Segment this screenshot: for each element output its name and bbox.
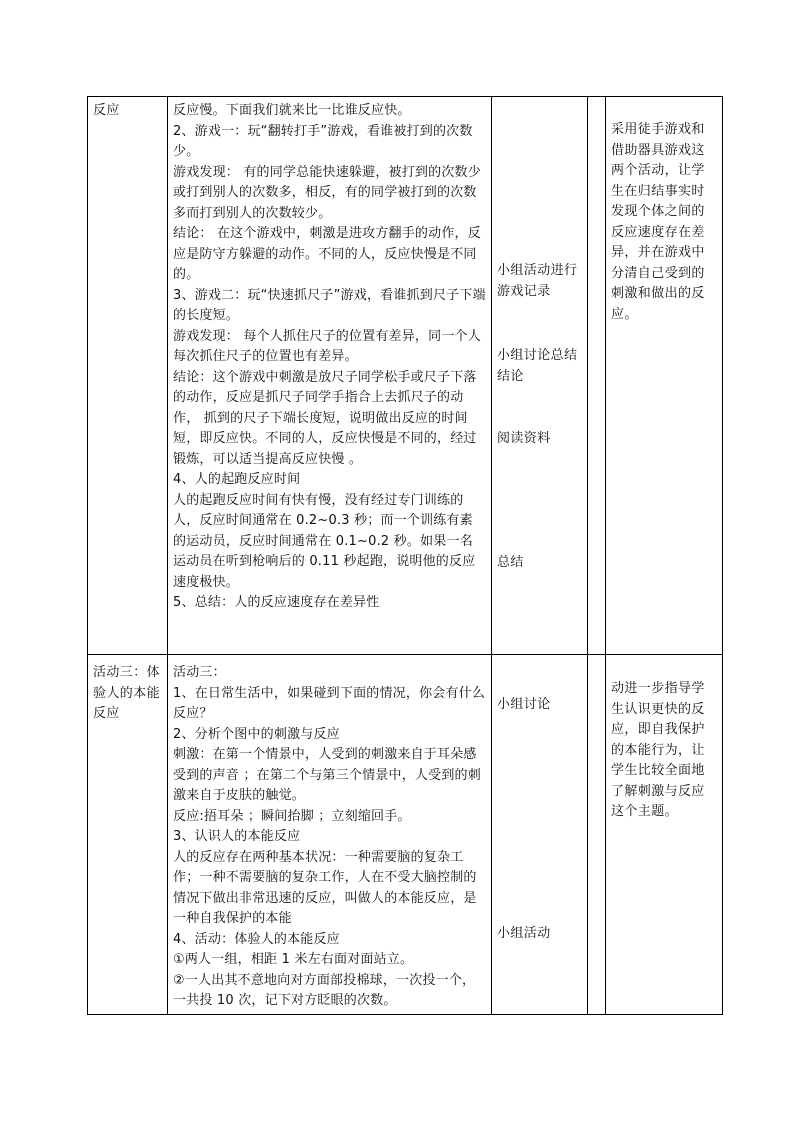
content-paragraph: 1、在日常生活中，如果碰到下面的情况，你会有什么反应？ [173, 685, 486, 721]
content-paragraph: ①两人一组，相距 1 米左右面对面站立。 [173, 952, 414, 967]
content-paragraph: 游戏发现： 有的同学总能快速躲避，被打到的次数少或打到别人的次数多，相反，有的同学被打到的次数多而打到别人的次数较少。 [173, 164, 481, 221]
design-intent-cell [606, 97, 723, 655]
content-paragraph: 结论： 在这个游戏中，刺激是进攻方翻手的动作，反应是防守方躲避的动作。不同的人，反应快慢是不同的。 [173, 226, 481, 282]
student-activity-cell [492, 97, 588, 655]
student-activity: 小组活动 [497, 925, 551, 941]
student-activity: 总结 [497, 554, 524, 570]
content-paragraph: 结论：这个游戏中刺激是放尺子同学松手或尺子下落的动作，反应是抓尺子同学手指合上去抓尺子的动作， 抓到的尺子下端长度短，说明做出反应的时间短，即反应快。不同的人，反应快慢是不同的，经过锻炼，可以适当提高反应快慢 。 [173, 369, 477, 467]
activity-label-cell [88, 655, 168, 1015]
content-paragraph: 游戏发现： 每个人抓住尺子的位置有差异，同一个人每次抓住尺子的位置也有差异。 [173, 328, 481, 364]
spacer-cell [588, 655, 606, 1015]
content-paragraph: 反应:捂耳朵 ；瞬间抬脚 ；立刻缩回手。 [173, 808, 411, 824]
content-paragraph: 4、人的起跑反应时间 [173, 472, 301, 487]
content-paragraph: 刺激：在第一个情景中，人受到的刺激来自于耳朵感受到的声音 ；在第二个与第三个情景中，人受到的刺激来自于皮肤的触觉。 [173, 747, 481, 803]
content-paragraph: 人的起跑反应时间有快有慢，没有经过专门训练的人，反应时间通常在 0.2~0.3 秒；而一个训练有素的运动员，反应时间通常在 0.1~0.2 秒。如果一名运动员在听到枪响后的 0.11 秒起跑，说明他的反应速度极快。 [173, 492, 476, 590]
teaching-content-cell [168, 655, 492, 1015]
design-intent: 动进一步指导学生认识更快的反应，即自我保护的本能行为，让学生比较全面地了解刺激与反应这个主题。 [611, 681, 705, 819]
design-intent: 采用徒手游戏和借助器具游戏这两个活动，让学生在归结事实时发现个体之间的反应速度存在差异，并在游戏中分清自己受到的刺激和做出的反应。 [611, 122, 705, 322]
content-paragraph: 人的反应存在两种基本状况：一种需要脑的复杂工作；一种不需要脑的复杂工作，人在不受大脑控制的情况下做出非常迅速的反应，叫做人的本能反应，是一种自我保护的本能 [173, 849, 477, 926]
activity-label-cell [88, 97, 168, 655]
content-paragraph: 3、游戏二：玩“快速抓尺子”游戏，看谁抓到尺子下端的长度短。 [173, 287, 486, 323]
teaching-content-cell [168, 97, 492, 655]
content-paragraph: 反应慢。下面我们就来比一比谁反应快。 [173, 103, 411, 118]
student-activity-cell [492, 655, 588, 1015]
content-paragraph: 2、分析个图中的刺激与反应 [173, 726, 340, 742]
content-paragraph: 5、总结：人的反应速度存在差异性 [173, 595, 380, 610]
student-activity: 小组讨论 [497, 697, 551, 712]
content-paragraph: 4、活动：体验人的本能反应 [173, 931, 340, 947]
content-paragraph: ②一人出其不意地向对方面部投棉球，一次投一个，一共投 10 次，记下对方眨眼的次数。 [173, 972, 476, 1008]
spacer-cell [588, 97, 606, 655]
table-row [88, 97, 723, 655]
content-paragraph: 活动三： [173, 665, 226, 680]
activity-label: 反应 [93, 103, 120, 118]
activity-label: 活动三：体验人的本能反应 [93, 665, 161, 721]
student-activity: 小组活动进行游戏记录 [497, 263, 578, 299]
lesson-plan-table [87, 96, 723, 1015]
table-row [88, 655, 723, 1015]
design-intent-cell [606, 655, 723, 1015]
student-activity: 小组讨论总结结论 [497, 348, 578, 384]
content-paragraph: 3、认识人的本能反应 [173, 829, 301, 844]
content-paragraph: 2、游戏一：玩“翻转打手”游戏，看谁被打到的次数少。 [173, 123, 473, 159]
student-activity: 阅读资料 [497, 431, 551, 446]
